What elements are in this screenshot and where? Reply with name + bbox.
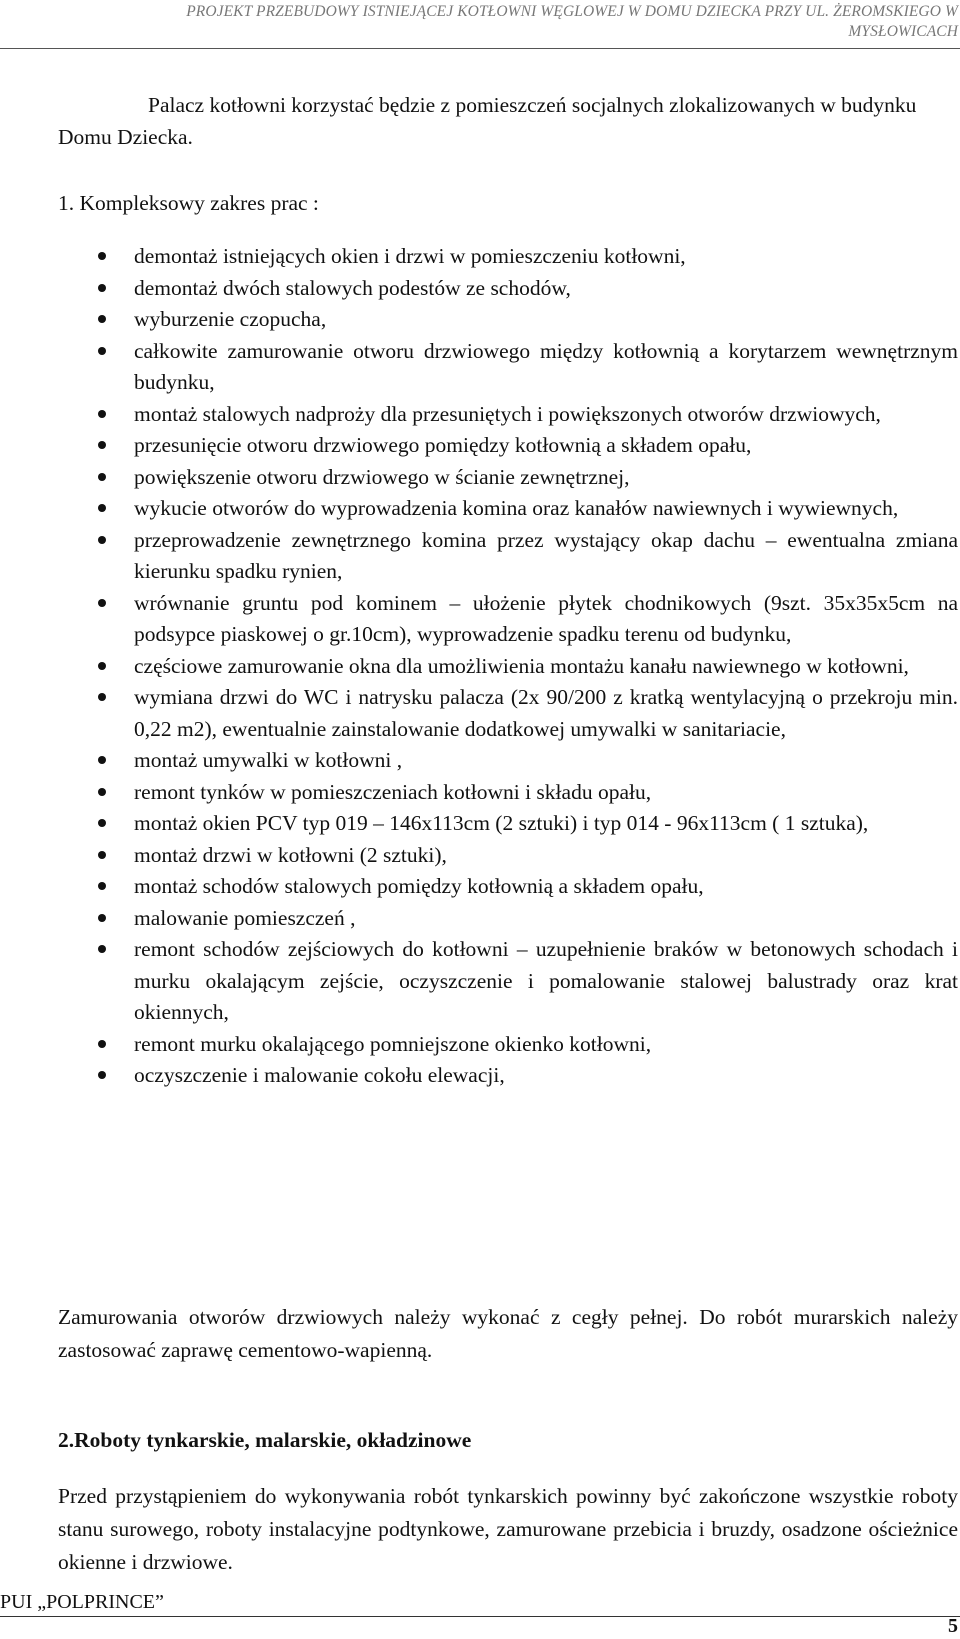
- page-header: [0, 0, 960, 49]
- list-item: częściowe zamurowanie okna dla umożliwienia montażu kanału nawiewnego w kotłowni,: [0, 651, 960, 683]
- list-item: wyburzenie czopucha,: [0, 304, 960, 336]
- list-item: montaż umywalki w kotłowni ,: [0, 745, 960, 777]
- footer-divider: [0, 1616, 960, 1617]
- section-1-heading: 1. Kompleksowy zakres prac :: [58, 191, 319, 215]
- list-item: remont murku okalającego pomniejszone okienko kotłowni,: [0, 1029, 960, 1061]
- list-item: przesunięcie otworu drzwiowego pomiędzy kotłownią a składem opału,: [0, 430, 960, 462]
- list-item: wrównanie gruntu pod kominem – ułożenie płytek chodnikowych (9szt. 35x35x5cm na podsypce piaskowej o gr.10cm), wyprowadzenie spadku terenu od budynku,: [0, 588, 960, 651]
- list-item: powiększenie otworu drzwiowego w ścianie zewnętrznej,: [0, 462, 960, 494]
- list-item: demontaż dwóch stalowych podestów ze schodów,: [0, 273, 960, 305]
- list-item: montaż okien PCV typ 019 – 146x113cm (2 sztuki) i typ 014 - 96x113cm ( 1 sztuka),: [0, 808, 960, 840]
- list-item: całkowite zamurowanie otworu drzwiowego między kotłownią a korytarzem wewnętrznym budynku,: [0, 336, 960, 399]
- list-item: remont schodów zejściowych do kotłowni – uzupełnienie braków w betonowych schodach i murku okalającym zejście, oczyszczenie i pomalowanie stalowej balustrady oraz krat okiennych,: [0, 934, 960, 1029]
- section-2-paragraph: Przed przystąpieniem do wykonywania robót tynkarskich powinny być zakończone wszystkie roboty stanu surowego, roboty instalacyjne podtynkowe, zamurowane przebicia i bruzdy, osadzone ościeżnice okienne i drzwiowe.: [58, 1484, 958, 1574]
- header-title: PROJEKT PRZEBUDOWY ISTNIEJĄCEJ KOTŁOWNI WĘGLOWEJ W DOMU DZIECKA PRZY UL. ŻEROMSKIEGO W MYSŁOWICACH: [186, 3, 958, 40]
- list-item: demontaż istniejących okien i drzwi w pomieszczeniu kotłowni,: [0, 241, 960, 273]
- list-item: oczyszczenie i malowanie cokołu elewacji,: [0, 1060, 960, 1092]
- section-2-heading: 2.Roboty tynkarskie, malarskie, okładzinowe: [58, 1428, 472, 1452]
- list-item: montaż schodów stalowych pomiędzy kotłownią a składem opału,: [0, 871, 960, 903]
- footer-company: PUI „POLPRINCE”: [0, 1591, 164, 1613]
- page-number: 5: [948, 1615, 958, 1637]
- section-1-closing-paragraph: Zamurowania otworów drzwiowych należy wykonać z cegły pełnej. Do robót murarskich należy zastosować zaprawę cementowo-wapienną.: [58, 1305, 958, 1362]
- list-item: montaż drzwi w kotłowni (2 sztuki),: [0, 840, 960, 872]
- list-item: wymiana drzwi do WC i natrysku palacza (2x 90/200 z kratką wentylacyjną o przekroju min. 0,22 m2), ewentualnie zainstalowanie dodatkowej umywalki w sanitariacie,: [0, 682, 960, 745]
- scope-of-work-list: [0, 241, 960, 1092]
- list-item: montaż stalowych nadproży dla przesuniętych i powiększonych otworów drzwiowych,: [0, 399, 960, 431]
- list-item: wykucie otworów do wyprowadzenia komina oraz kanałów nawiewnych i wywiewnych,: [0, 493, 960, 525]
- list-item: malowanie pomieszczeń ,: [0, 903, 960, 935]
- list-item: przeprowadzenie zewnętrznego komina przez wystający okap dachu – ewentualna zmiana kierunku spadku rynien,: [0, 525, 960, 588]
- list-item: remont tynków w pomieszczeniach kotłowni i składu opału,: [0, 777, 960, 809]
- intro-paragraph: Palacz kotłowni korzystać będzie z pomieszczeń socjalnych zlokalizowanych w budynku Domu Dziecka.: [58, 93, 917, 149]
